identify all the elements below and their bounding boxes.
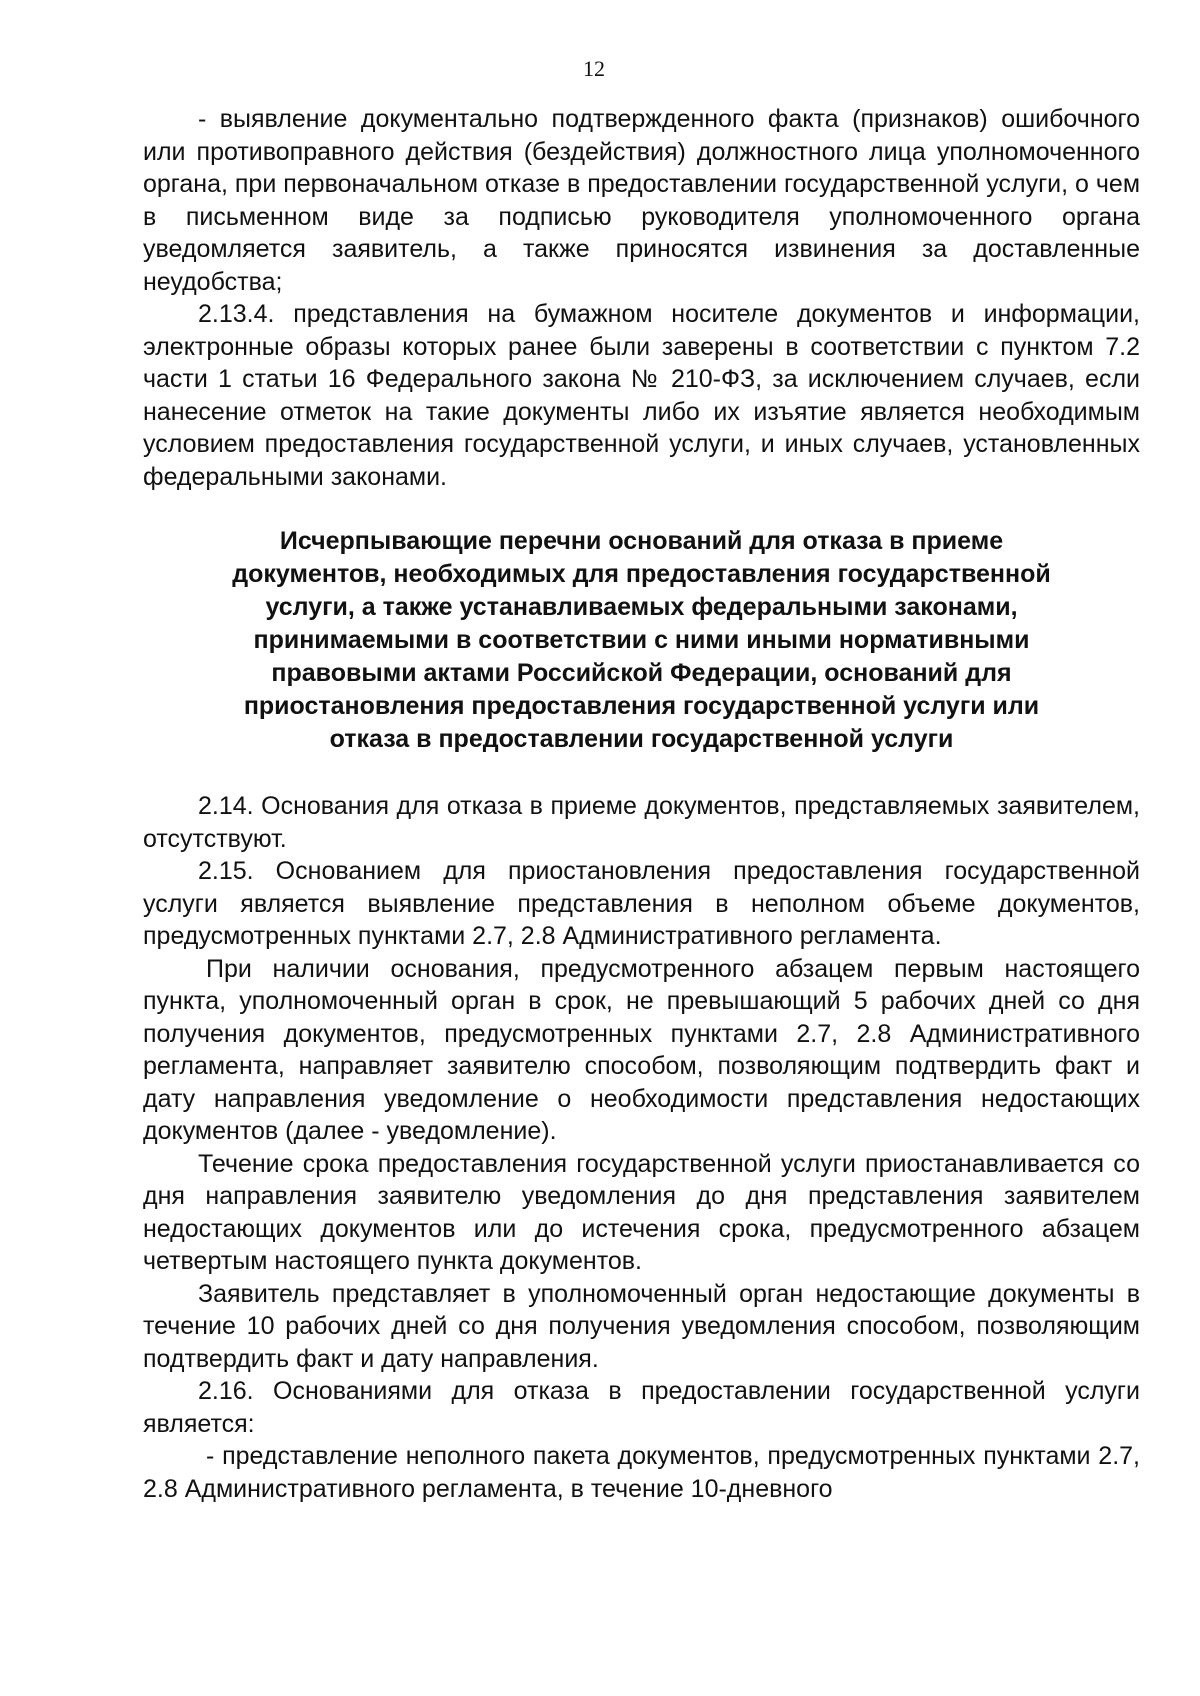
- paragraph-bullet-incomplete-package: - представление неполного пакета документов, предусмотренных пунктами 2.7, 2.8 Административного регламента, в течение 10-дневного: [143, 1442, 1140, 1503]
- heading-line: приостановления предоставления государственной услуги или: [243, 692, 1040, 720]
- paragraph-2-14: 2.14. Основания для отказа в приеме документов, представляемых заявителем, отсутствуют.: [143, 792, 1140, 853]
- paragraph-2-15: 2.15. Основанием для приостановления предоставления государственной услуги является выявление представления в неполном объеме документов, предусмотренных пунктами 2.7, 2.8 Административного регламента.: [143, 857, 1140, 950]
- heading-line: услуги, а также устанавливаемых федеральными законами,: [265, 593, 1018, 621]
- paragraph-applicant-submission: Заявитель представляет в уполномоченный орган недостающие документы в течение 10 рабочих дней со дня получения уведомления способом, позволяющим подтвердить факт и дату направления.: [143, 1279, 1140, 1373]
- heading-line: отказа в предоставлении государственной услуги: [329, 725, 954, 753]
- paragraph-suspension-notice: При наличии основания, предусмотренного абзацем первым настоящего пункта, уполномоченный орган в срок, не превышающий 5 рабочих дней со дня получения документов, предусмотренных пунктами 2.7, 2.8 Административного регламента, направляет заявителю способом, позволяющим подтвердить факт и дату направления уведомление о необходимости представления недостающих документов (далее - уведомление).: [143, 954, 1140, 1145]
- document-body: [143, 103, 1140, 1505]
- heading-line: правовыми актами Российской Федерации, оснований для: [271, 659, 1012, 687]
- paragraph-2-13-4: 2.13.4. представления на бумажном носителе документов и информации, электронные образы которых ранее были заверены в соответствии с пунктом 7.2 части 1 статьи 16 Федерального закона № 210-ФЗ, за исключением случаев, если нанесение отметок на такие документы либо их изъятие является необходимым условием предоставления государственной услуги, и иных случаев, установленных федеральными законами.: [143, 300, 1140, 491]
- paragraph-2-16: 2.16. Основаниями для отказа в предоставлении государственной услуги является:: [143, 1377, 1140, 1438]
- paragraph-bullet-error-detection: - выявление документально подтвержденного факта (признаков) ошибочного или противоправного действия (бездействия) должностного лица уполномоченного органа, при первоначальном отказе в предоставлении государственной услуги, о чем в письменном виде за подписью руководителя уполномоченного органа уведомляется заявитель, а также приносятся извинения за доставленные неудобства;: [143, 105, 1141, 296]
- page-number: 12: [583, 56, 605, 81]
- section-heading: [143, 525, 1140, 756]
- heading-line: документов, необходимых для предоставления государственной: [232, 560, 1051, 588]
- heading-line: Исчерпывающие перечни оснований для отказа в приеме: [279, 527, 1004, 555]
- paragraph-suspension-period: Течение срока предоставления государственной услуги приостанавливается со дня направления заявителю уведомления до дня представления заявителем недостающих документов или до истечения срока, предусмотренного абзацем четвертым настоящего пункта документов.: [143, 1149, 1140, 1275]
- heading-line: принимаемыми в соответствии с ними иными нормативными: [253, 626, 1030, 654]
